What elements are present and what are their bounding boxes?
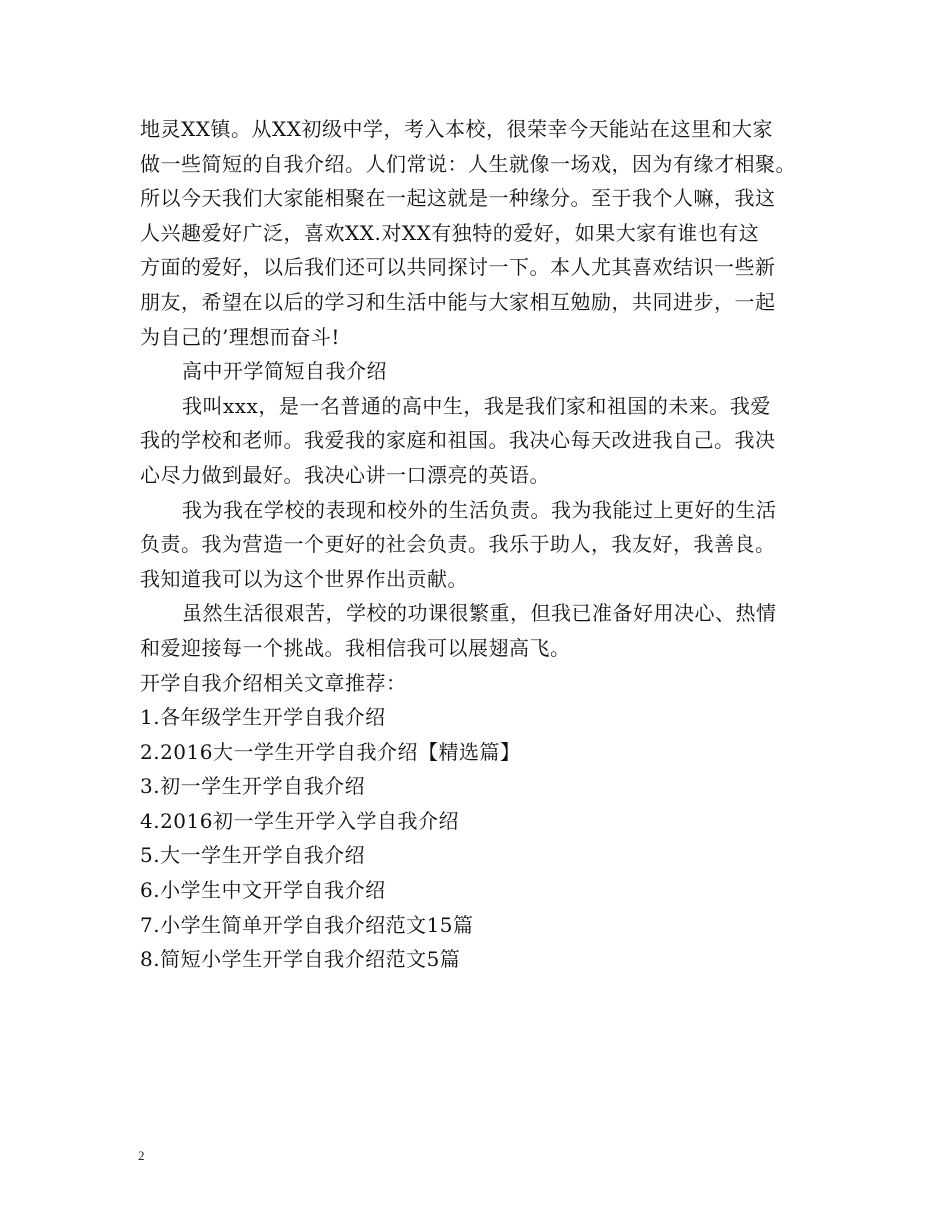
paragraph-3-line: 虽然生活很艰苦，学校的功课很繁重，但我已准备好用决心、热情 [182, 601, 777, 626]
related-item[interactable]: 8.简短小学生开学自我介绍范文5篇 [140, 947, 461, 972]
paragraph-1-line: 我的学校和老师。我爱我的家庭和祖国。我决心每天改进我自己。我决 [140, 428, 776, 453]
section-title: 高中开学简短自我介绍 [182, 359, 387, 384]
related-item[interactable]: 5.大一学生开学自我介绍 [140, 843, 366, 868]
related-item[interactable]: 2.2016大一学生开学自我介绍【精选篇】 [140, 739, 521, 764]
paragraph-2-line: 我知道我可以为这个世界作出贡献。 [140, 566, 468, 591]
text-line: 地灵XX镇。从XX初级中学，考入本校，很荣幸今天能站在这里和大家 [140, 117, 773, 141]
paragraph-1-line: 我叫xxx，是一名普通的高中生，我是我们家和祖国的未来。我爱 [182, 393, 771, 418]
text-line: 朋友，希望在以后的学习和生活中能与大家相互勉励，共同进步，一起 [140, 289, 776, 314]
text-line: 做一些简短的自我介绍。人们常说：人生就像一场戏，因为有缘才相聚。 [140, 151, 796, 176]
related-item[interactable]: 1.各年级学生开学自我介绍 [140, 705, 386, 730]
text-line: 所以今天我们大家能相聚在一起这就是一种缘分。至于我个人嘛，我这 [140, 186, 776, 211]
page-number: 2 [138, 1148, 145, 1163]
paragraph-3-line: 和爱迎接每一个挑战。我相信我可以展翅高飞。 [140, 635, 571, 660]
document-content [140, 112, 820, 977]
paragraph-2-line: 我为我在学校的表现和校外的生活负责。我为我能过上更好的生活 [182, 497, 777, 522]
text-line: 为自己的’理想而奋斗! [140, 324, 340, 349]
paragraph-1-line: 心尽力做到最好。我决心讲一口漂亮的英语。 [140, 462, 550, 487]
text-line: 方面的爱好，以后我们还可以共同探讨一下。本人尤其喜欢结识一些新 [140, 255, 776, 280]
text-line: 人兴趣爱好广泛，喜欢XX.对XX有独特的爱好，如果大家有谁也有这 [140, 220, 760, 245]
paragraph-2-line: 负责。我为营造一个更好的社会负责。我乐于助人，我友好，我善良。 [140, 532, 776, 557]
related-item[interactable]: 7.小学生简单开学自我介绍范文15篇 [140, 912, 474, 937]
related-heading: 开学自我介绍相关文章推荐： [140, 670, 407, 695]
related-list [140, 700, 820, 977]
related-item[interactable]: 6.小学生中文开学自我介绍 [140, 878, 386, 903]
related-item[interactable]: 4.2016初一学生开学入学自我介绍 [140, 808, 459, 833]
related-item[interactable]: 3.初一学生开学自我介绍 [140, 774, 366, 799]
